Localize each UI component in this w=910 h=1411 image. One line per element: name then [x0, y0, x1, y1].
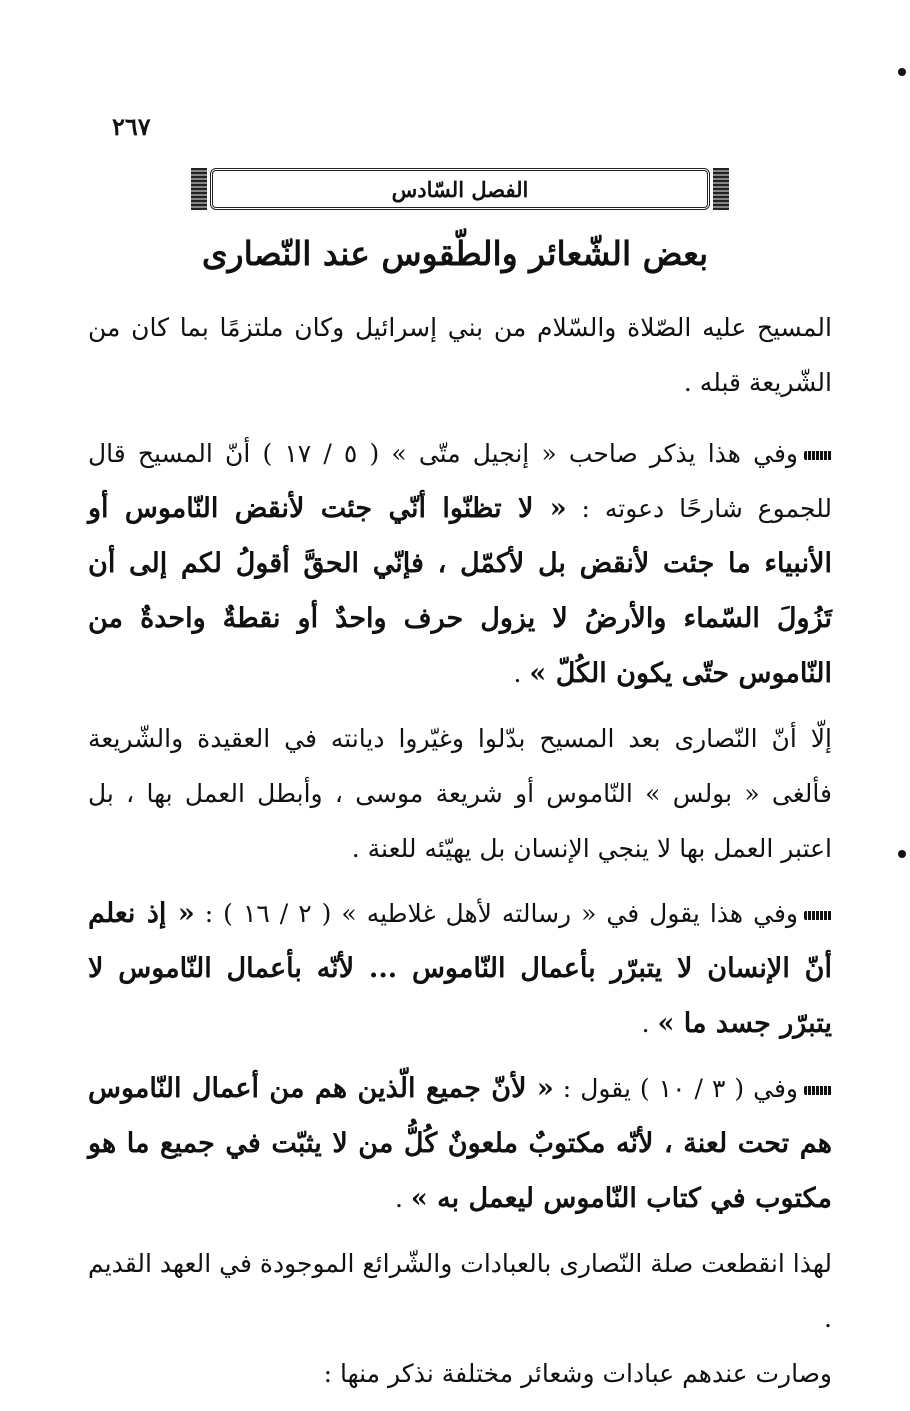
scripture-quote: « إذ نعلم أنّ الإنسان لا يتبرّر بأعمال النّاموس ... لأنّه بأعمال النّاموس لا يتبرّر جسد ما » [88, 898, 832, 1039]
paragraph [88, 1061, 832, 1226]
scan-mark [898, 850, 906, 858]
paragraph-text: وصارت عندهم عبادات وشعائر مختلفة نذكر منها : [323, 1359, 832, 1388]
paragraph-text: إلّا أنّ النّصارى بعد المسيح بدّلوا وغيّروا ديانته في العقيدة والشّريعة فألغى « بولس » النّاموس أو شريعة موسى ، وأبطل العمل بها ، بل اعتبر العمل بها لا ينجي الإنسان بل يهيّئه للعنة . [88, 724, 832, 863]
paragraph [88, 711, 832, 876]
paragraph [88, 1346, 832, 1401]
paragraph-text: وفي ( ٣ / ١٠ ) يقول : [553, 1074, 798, 1103]
chapter-label: الفصل السّادس [391, 176, 529, 202]
bullet-icon [804, 451, 832, 460]
scripture-quote: « لأنّ جميع الّذين هم من أعمال النّاموس هم تحت لعنة ، لأنّه مكتوبٌ ملعونٌ كُلُّ من لا يثبّت في جميع ما هو مكتوب في كتاب النّاموس ليعمل به » [88, 1073, 832, 1214]
scripture-quote: « لا تظنّوا أنّي جئت لأنقض النّاموس أو الأنبياء ما جئت لأنقض بل لأكمّل ، فإنّي الحقَّ أقولُ لكم إلى أن تَزُولَ السّماء والأرضُ لا يزول حرف واحدٌ أو نقطةٌ واحدةٌ من النّاموس حتّى يكون الكُلّ » [88, 493, 832, 689]
paragraph-end: . [394, 1184, 411, 1213]
paragraph-text: وفي هذا يقول في « رسالته لأهل غلاطيه » ( ٢ / ١٦ ) : [194, 899, 798, 928]
paragraph-text: المسيح عليه الصّلاة والسّلام من بني إسرائيل وكان ملتزمًا بما كان من الشّريعة قبله . [88, 313, 832, 397]
body-text [88, 300, 832, 1411]
bullet-icon [804, 911, 832, 920]
paragraph [88, 886, 832, 1051]
bullet-icon [804, 1086, 832, 1095]
paragraph [88, 300, 832, 410]
paragraph-end: . [641, 1009, 658, 1038]
paragraph-end: . [513, 659, 530, 688]
paragraph-text: وفي هذا يذكر صاحب « إنجيل متّى » ( ٥ / ١٧ ) أنّ المسيح قال للجموع شارحًا دعوته : [88, 439, 832, 523]
paragraph-text: لهذا انقطعت صلة النّصارى بالعبادات والشّرائع الموجودة في العهد القديم . [88, 1249, 832, 1333]
page-title: بعض الشّعائر والطّقوس عند النّصارى [201, 234, 709, 273]
banner-ornament-right [713, 168, 729, 210]
paragraph [88, 1236, 832, 1346]
banner-ornament-left [191, 168, 207, 210]
page-number: ٢٦٧ [112, 112, 151, 141]
chapter-banner [210, 168, 710, 210]
paragraph [88, 426, 832, 701]
scan-mark [898, 68, 906, 76]
